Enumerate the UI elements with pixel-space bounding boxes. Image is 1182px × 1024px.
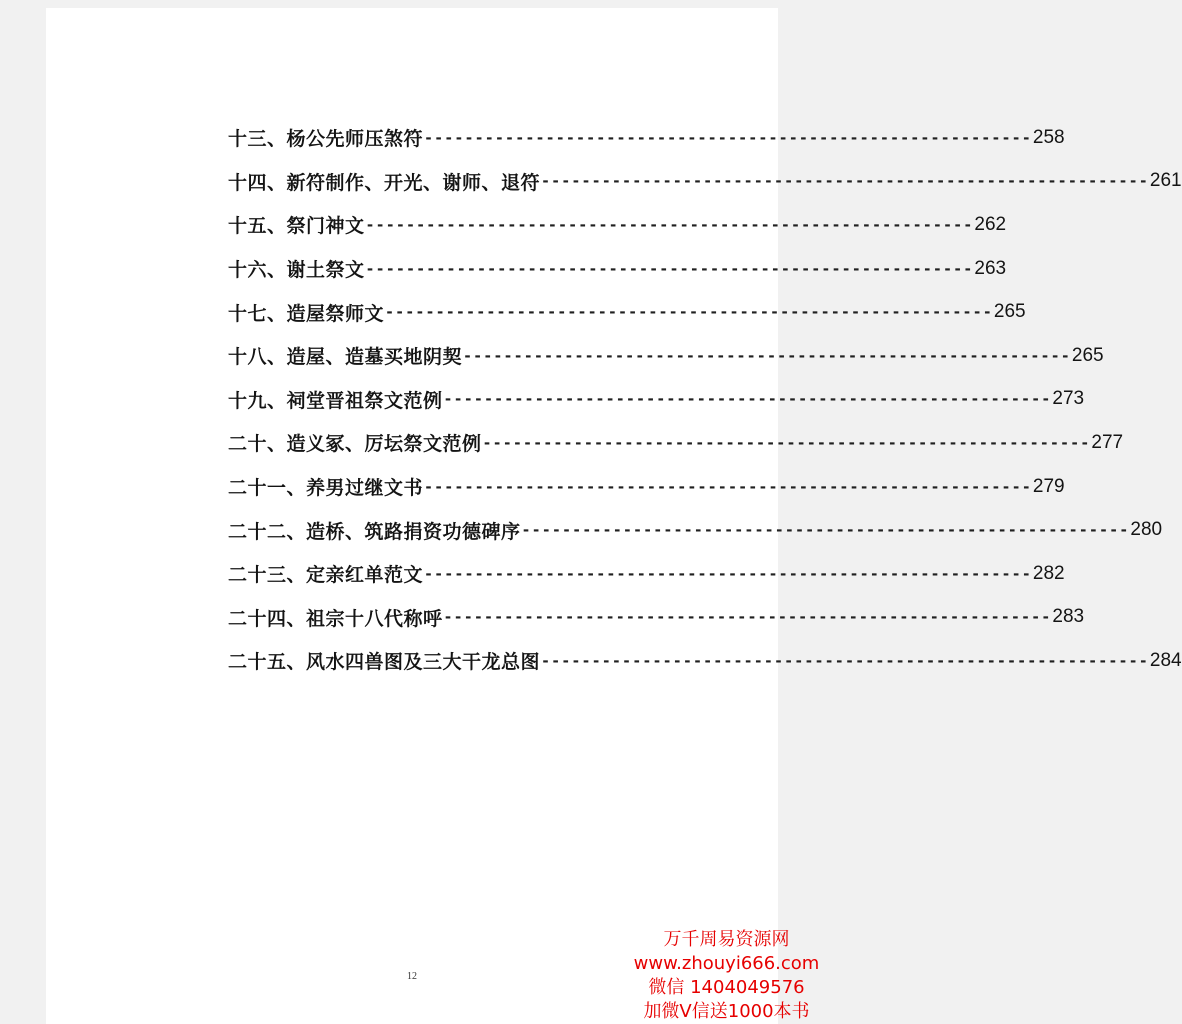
toc-entry-page: 282 bbox=[1032, 562, 1065, 584]
watermark-url: www.zhouyi666.com bbox=[633, 953, 820, 974]
toc-entry bbox=[228, 378, 1085, 422]
page-number: 12 bbox=[407, 971, 417, 982]
toc-entry-title: 十八、造屋、造墓买地阴契 bbox=[228, 346, 463, 369]
toc-entry-page: 262 bbox=[974, 213, 1007, 235]
toc-dot-leader: ------------------------------------------------------------ bbox=[463, 346, 1071, 365]
watermark-site-name: 万千周易资源网 bbox=[663, 929, 790, 950]
toc-entry-page: 284 bbox=[1149, 649, 1182, 671]
toc-entry-title: 二十二、造桥、筑路捐资功德碑序 bbox=[228, 520, 521, 543]
toc-dot-leader: ------------------------------------------------------------ bbox=[365, 215, 974, 234]
toc-entry bbox=[228, 247, 1007, 291]
toc-entry-title: 十三、杨公先师压煞符 bbox=[228, 128, 424, 151]
table-of-contents bbox=[228, 116, 1182, 683]
toc-entry-title: 二十、造义冢、厉坛祭文范例 bbox=[228, 433, 482, 456]
watermark-promo: 加微V信送1000本书 bbox=[643, 1001, 810, 1022]
toc-entry bbox=[228, 639, 1182, 683]
toc-dot-leader: ------------------------------------------------------------ bbox=[541, 651, 1149, 670]
toc-entry-title: 十七、造屋祭师文 bbox=[228, 302, 385, 325]
toc-entry-page: 265 bbox=[1071, 344, 1104, 366]
toc-entry bbox=[228, 116, 1065, 160]
watermark-wechat: 微信 1404049576 bbox=[648, 977, 805, 998]
toc-entry bbox=[228, 334, 1104, 378]
toc-dot-leader: ------------------------------------------------------------ bbox=[541, 172, 1149, 191]
toc-dot-leader: ------------------------------------------------------------ bbox=[443, 390, 1052, 409]
toc-dot-leader: ------------------------------------------------------------ bbox=[365, 259, 974, 278]
toc-dot-leader: ------------------------------------------------------------ bbox=[521, 521, 1130, 540]
watermark bbox=[620, 928, 833, 1024]
toc-entry-title: 十五、祭门神文 bbox=[228, 215, 365, 238]
toc-entry-page: 263 bbox=[974, 257, 1007, 279]
toc-dot-leader: ------------------------------------------------------------ bbox=[424, 564, 1032, 583]
toc-entry-page: 265 bbox=[993, 301, 1026, 323]
toc-dot-leader: ------------------------------------------------------------ bbox=[424, 477, 1032, 496]
toc-entry-page: 261 bbox=[1149, 170, 1182, 192]
toc-entry-title: 二十四、祖宗十八代称呼 bbox=[228, 607, 443, 630]
toc-entry bbox=[228, 203, 1007, 247]
toc-entry-title: 二十一、养男过继文书 bbox=[228, 477, 424, 500]
toc-entry bbox=[228, 552, 1065, 596]
toc-entry-page: 258 bbox=[1032, 126, 1065, 148]
toc-entry bbox=[228, 160, 1182, 204]
toc-dot-leader: ------------------------------------------------------------ bbox=[385, 303, 993, 322]
toc-entry-page: 280 bbox=[1130, 519, 1163, 541]
toc-entry-title: 二十三、定亲红单范文 bbox=[228, 564, 424, 587]
document-page bbox=[46, 8, 1182, 1024]
toc-dot-leader: ------------------------------------------------------------ bbox=[482, 433, 1091, 452]
toc-entry-title: 十九、祠堂晋祖祭文范例 bbox=[228, 389, 443, 412]
toc-entry bbox=[228, 508, 1163, 552]
toc-entry-page: 283 bbox=[1052, 606, 1085, 628]
toc-entry bbox=[228, 596, 1085, 640]
toc-entry-title: 二十五、风水四兽图及三大干龙总图 bbox=[228, 651, 541, 674]
toc-entry-title: 十六、谢土祭文 bbox=[228, 259, 365, 282]
toc-entry-page: 277 bbox=[1091, 431, 1124, 453]
toc-dot-leader: ------------------------------------------------------------ bbox=[424, 128, 1032, 147]
toc-entry-page: 273 bbox=[1052, 388, 1085, 410]
toc-dot-leader: ------------------------------------------------------------ bbox=[443, 608, 1052, 627]
toc-entry-page: 279 bbox=[1032, 475, 1065, 497]
toc-entry bbox=[228, 465, 1065, 509]
toc-entry bbox=[228, 290, 1026, 334]
toc-entry-title: 十四、新符制作、开光、谢师、退符 bbox=[228, 171, 541, 194]
toc-entry bbox=[228, 421, 1124, 465]
